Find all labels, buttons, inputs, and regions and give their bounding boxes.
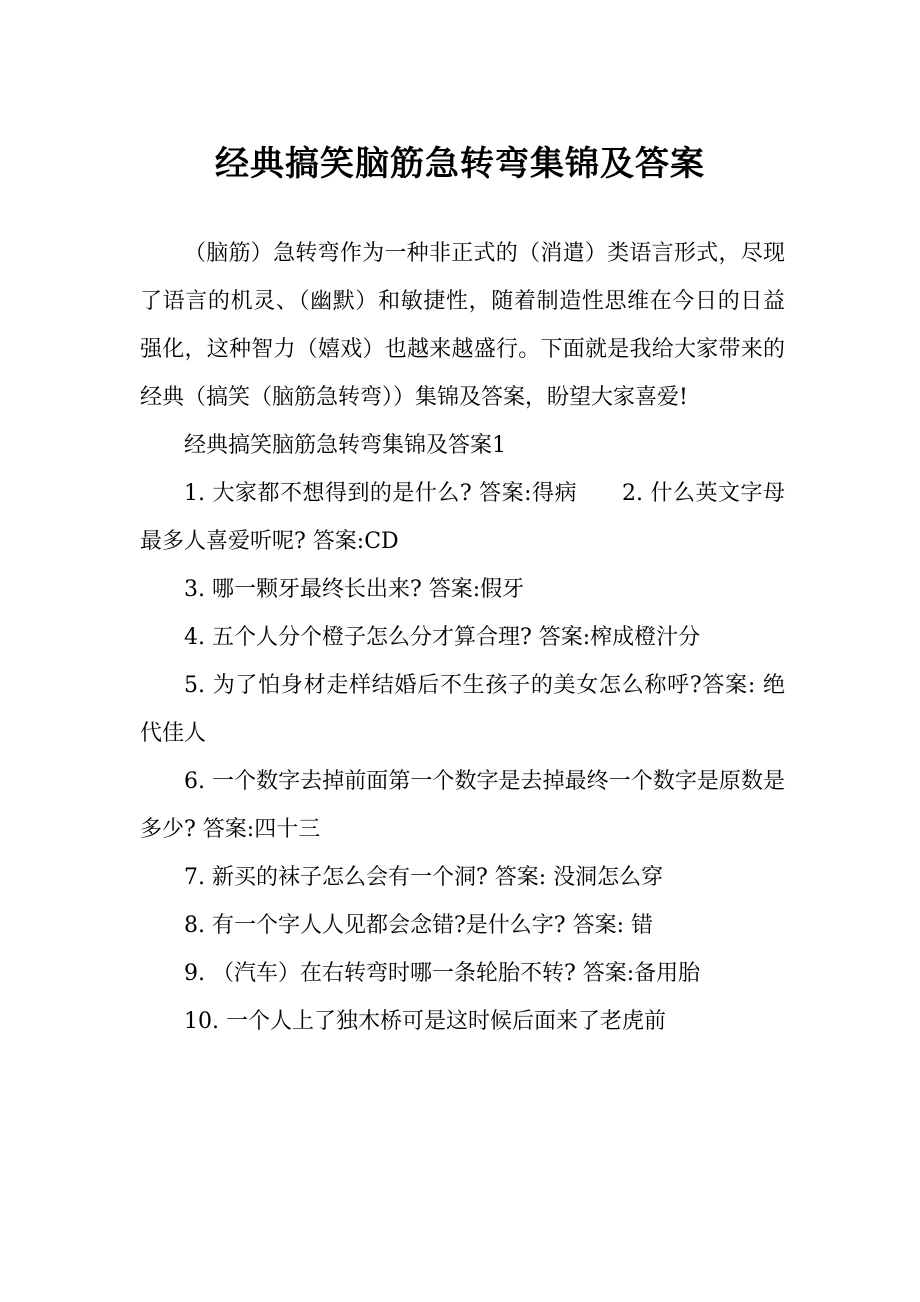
riddle-item: 10. 一个人上了独木桥可是这时候后面来了老虎前 [184,1009,666,1034]
riddle-item: 3. 哪一颗牙最终长出来? 答案:假牙 [184,577,525,602]
riddle-item: 6. 一个数字去掉前面第一个数字是去掉最终一个数字是原数是多少? 答案:四十三 [140,769,785,842]
document-title: 经典搞笑脑筋急转弯集锦及答案 [215,143,705,184]
riddle-item: 7. 新买的袜子怎么会有一个洞? 答案: 没洞怎么穿 [184,865,664,890]
riddle-item: 5. 为了怕身材走样结婚后不生孩子的美女怎么称呼?答案: 绝代佳人 [140,673,785,746]
intro-paragraph: （脑筋）急转弯作为一种非正式的（消遣）类语言形式，尽现了语言的机灵、（幽默）和敏捷性，随着制造性思维在今日的日益强化，这种智力（嬉戏）也越来越盛行。下面就是我给大家带来的经典（搞笑（脑筋急转弯））集锦及答案，盼望大家喜爱! [140,241,785,410]
riddle-item: 8. 有一个字人人见都会念错?是什么字? 答案: 错 [184,913,653,938]
riddle-item: 9. （汽车）在右转弯时哪一条轮胎不转? 答案:备用胎 [184,961,701,986]
section-heading: 经典搞笑脑筋急转弯集锦及答案1 [184,433,506,458]
riddle-item: 1. 大家都不想得到的是什么? 答案:得病 2. 什么英文字母最多人喜爱听呢? 答案:CD [140,481,785,554]
document-body [140,230,785,1046]
riddle-item: 4. 五个人分个橙子怎么分才算合理? 答案:榨成橙汁分 [184,625,701,650]
